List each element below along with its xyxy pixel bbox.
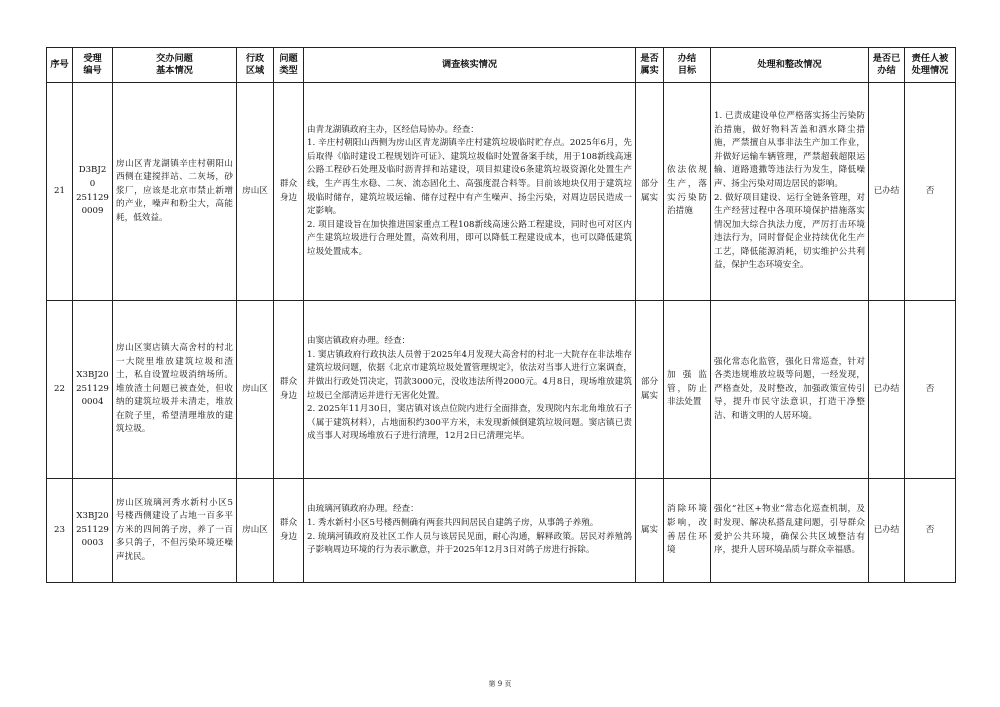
header-cell-no: 序号 <box>47 48 73 83</box>
row-region: 房山区 <box>237 479 274 583</box>
table-row <box>47 83 956 301</box>
header-cell-investigation: 调查核实情况 <box>304 48 636 83</box>
header-cell-closed: 是否已 办结 <box>869 48 905 83</box>
header-cell-type: 问题 类型 <box>274 48 304 83</box>
row-goal: 依法依规生产，落实污染防治措施 <box>664 83 711 301</box>
table-row <box>47 301 956 479</box>
row-summary: 房山区窦店镇大高舍村的村北一大院里堆放建筑垃圾和渣土，私自设置垃圾消纳场所。堆放渣土问题已被查处，但收纳的建筑垃圾并未清走，堆放在院子里，希望清理堆放的建筑垃圾。 <box>113 301 237 479</box>
row-rectification: 强化常态化监管，强化日常巡查，针对各类违规堆放垃圾等问题，一经发现，严格查处，及时整改，加强政策宣传引导，提升市民守法意识，打造干净整洁、和谐文明的人居环境。 <box>711 301 869 479</box>
row-region: 房山区 <box>237 83 274 301</box>
header-cell-verified: 是否 属实 <box>636 48 664 83</box>
page-number: 第 9 页 <box>488 680 512 688</box>
row-accountability: 否 <box>905 83 956 301</box>
row-no: 23 <box>47 479 73 583</box>
row-type: 群众 身边 <box>274 479 304 583</box>
row-verified: 属实 <box>636 479 664 583</box>
row-case-id: D3BJ20 251129 0009 <box>73 83 113 301</box>
header-cell-goal: 办结 目标 <box>664 48 711 83</box>
row-summary: 房山区琉璃河秀水新村小区5号楼西侧建设了占地一百多平方米的四间鸽子房，养了一百多只鸽子，不但污染环境还噪声扰民。 <box>113 479 237 583</box>
header-row <box>47 48 956 83</box>
row-verified: 部分 属实 <box>636 83 664 301</box>
row-investigation: 由琉璃河镇政府办理。经查： 1. 秀水新村小区5号楼西侧确有两套共四间居民自建鸽子房，从事鸽子养殖。 2. 琉璃河镇政府及社区工作人员与该居民见面，耐心沟通，解释政策。居民对养殖鸽子影响周边环境的行为表示歉意，并于2025年12月3日对鸽子房进行拆除。 <box>304 479 636 583</box>
row-accountability: 否 <box>905 479 956 583</box>
row-no: 21 <box>47 83 73 301</box>
row-no: 22 <box>47 301 73 479</box>
header-cell-accountability: 责任人被 处理情况 <box>905 48 956 83</box>
row-region: 房山区 <box>237 301 274 479</box>
row-accountability: 否 <box>905 301 956 479</box>
header-cell-rectification: 处理和整改情况 <box>711 48 869 83</box>
row-verified: 部分 属实 <box>636 301 664 479</box>
row-closed: 已办结 <box>869 301 905 479</box>
table-row <box>47 479 956 583</box>
row-investigation: 由青龙湖镇政府主办，区经信局协办。经查： 1. 辛庄村朝阳山西侧为房山区青龙湖镇辛庄村建筑垃圾临时贮存点。2025年6月，先后取得《临时建设工程规划许可证》、建筑垃圾临时处置备案手续，用于108新线高速公路工程砂石处理及临时沥青拌和站建设，项目拟建设6条建筑垃圾资源化处置生产线，生产再生水稳、二灰、流态固化土、高强度混合料等。目前该地块仅用于建筑垃圾临时储存，建筑垃圾运输、储存过程中有产生噪声、扬尘污染，对周边居民造成一定影响。 2. 项目建设旨在加快推进国家重点工程108新线高速公路工程建设，同时也可对区内产生建筑垃圾进行合理处置，高效利用，即可以降低工程建设成本，也可以降低建筑垃圾处置成本。 <box>304 83 636 301</box>
row-summary: 房山区青龙湖镇辛庄村朝阳山西侧在建搅拌站、二灰场，砂浆厂，应该是北京市禁止新增的产业，噪声和粉尘大，高能耗，低效益。 <box>113 83 237 301</box>
row-case-id: X3BJ20 251129 0004 <box>73 301 113 479</box>
row-goal: 加强监管，防止非法处置 <box>664 301 711 479</box>
row-type: 群众 身边 <box>274 83 304 301</box>
row-type: 群众 身边 <box>274 301 304 479</box>
row-closed: 已办结 <box>869 83 905 301</box>
cases-table <box>46 47 956 583</box>
row-case-id: X3BJ20 251129 0003 <box>73 479 113 583</box>
row-rectification: 强化“社区+物业”常态化巡查机制，及时发现、解决私搭乱建问题，引导群众爱护公共环境，确保公共区域整洁有序，提升人居环境品质与群众幸福感。 <box>711 479 869 583</box>
header-cell-summary: 交办问题 基本情况 <box>113 48 237 83</box>
row-investigation: 由窦店镇政府办理。经查： 1. 窦店镇政府行政执法人员曾于2025年4月发现大高舍村的村北一大院存在非法堆存建筑垃圾问题，依据《北京市建筑垃圾处置管理规定》，依法对当事人进行立案调查，并做出行政处罚决定，罚款3000元，没收违法所得2000元。4月8日，现场堆放建筑垃圾已全部清运并进行无害化处置。 2. 2025年11月30日，窦店镇对该点位院内进行全面排查，发现院内东北角堆放石子（属于建筑材料），占地面积约300平方米，未发现新倾倒建筑垃圾问题。窦店镇已责成当事人对现场堆放石子进行清理，12月2日已清理完毕。 <box>304 301 636 479</box>
header-cell-id: 受理 编号 <box>73 48 113 83</box>
row-goal: 消除环境影响，改善居住环境 <box>664 479 711 583</box>
row-rectification: 1. 已责成建设单位严格落实扬尘污染防治措施，做好物料苫盖和洒水降尘措施，严禁擅自从事非法生产加工作业，并做好运输车辆管理，严禁超载超限运输、道路遗撒等违法行为发生，降低噪声、扬尘污染对周边居民的影响。 2. 做好项目建设、运行全链条管理，对生产经营过程中各项环境保护措施落实情况加大综合执法力度，严厉打击环境违法行为，同时督促企业持续优化生产工艺，降低能源消耗，切实维护公共利益，保护生态环境安全。 <box>711 83 869 301</box>
row-closed: 已办结 <box>869 479 905 583</box>
header-cell-region: 行政 区域 <box>237 48 274 83</box>
